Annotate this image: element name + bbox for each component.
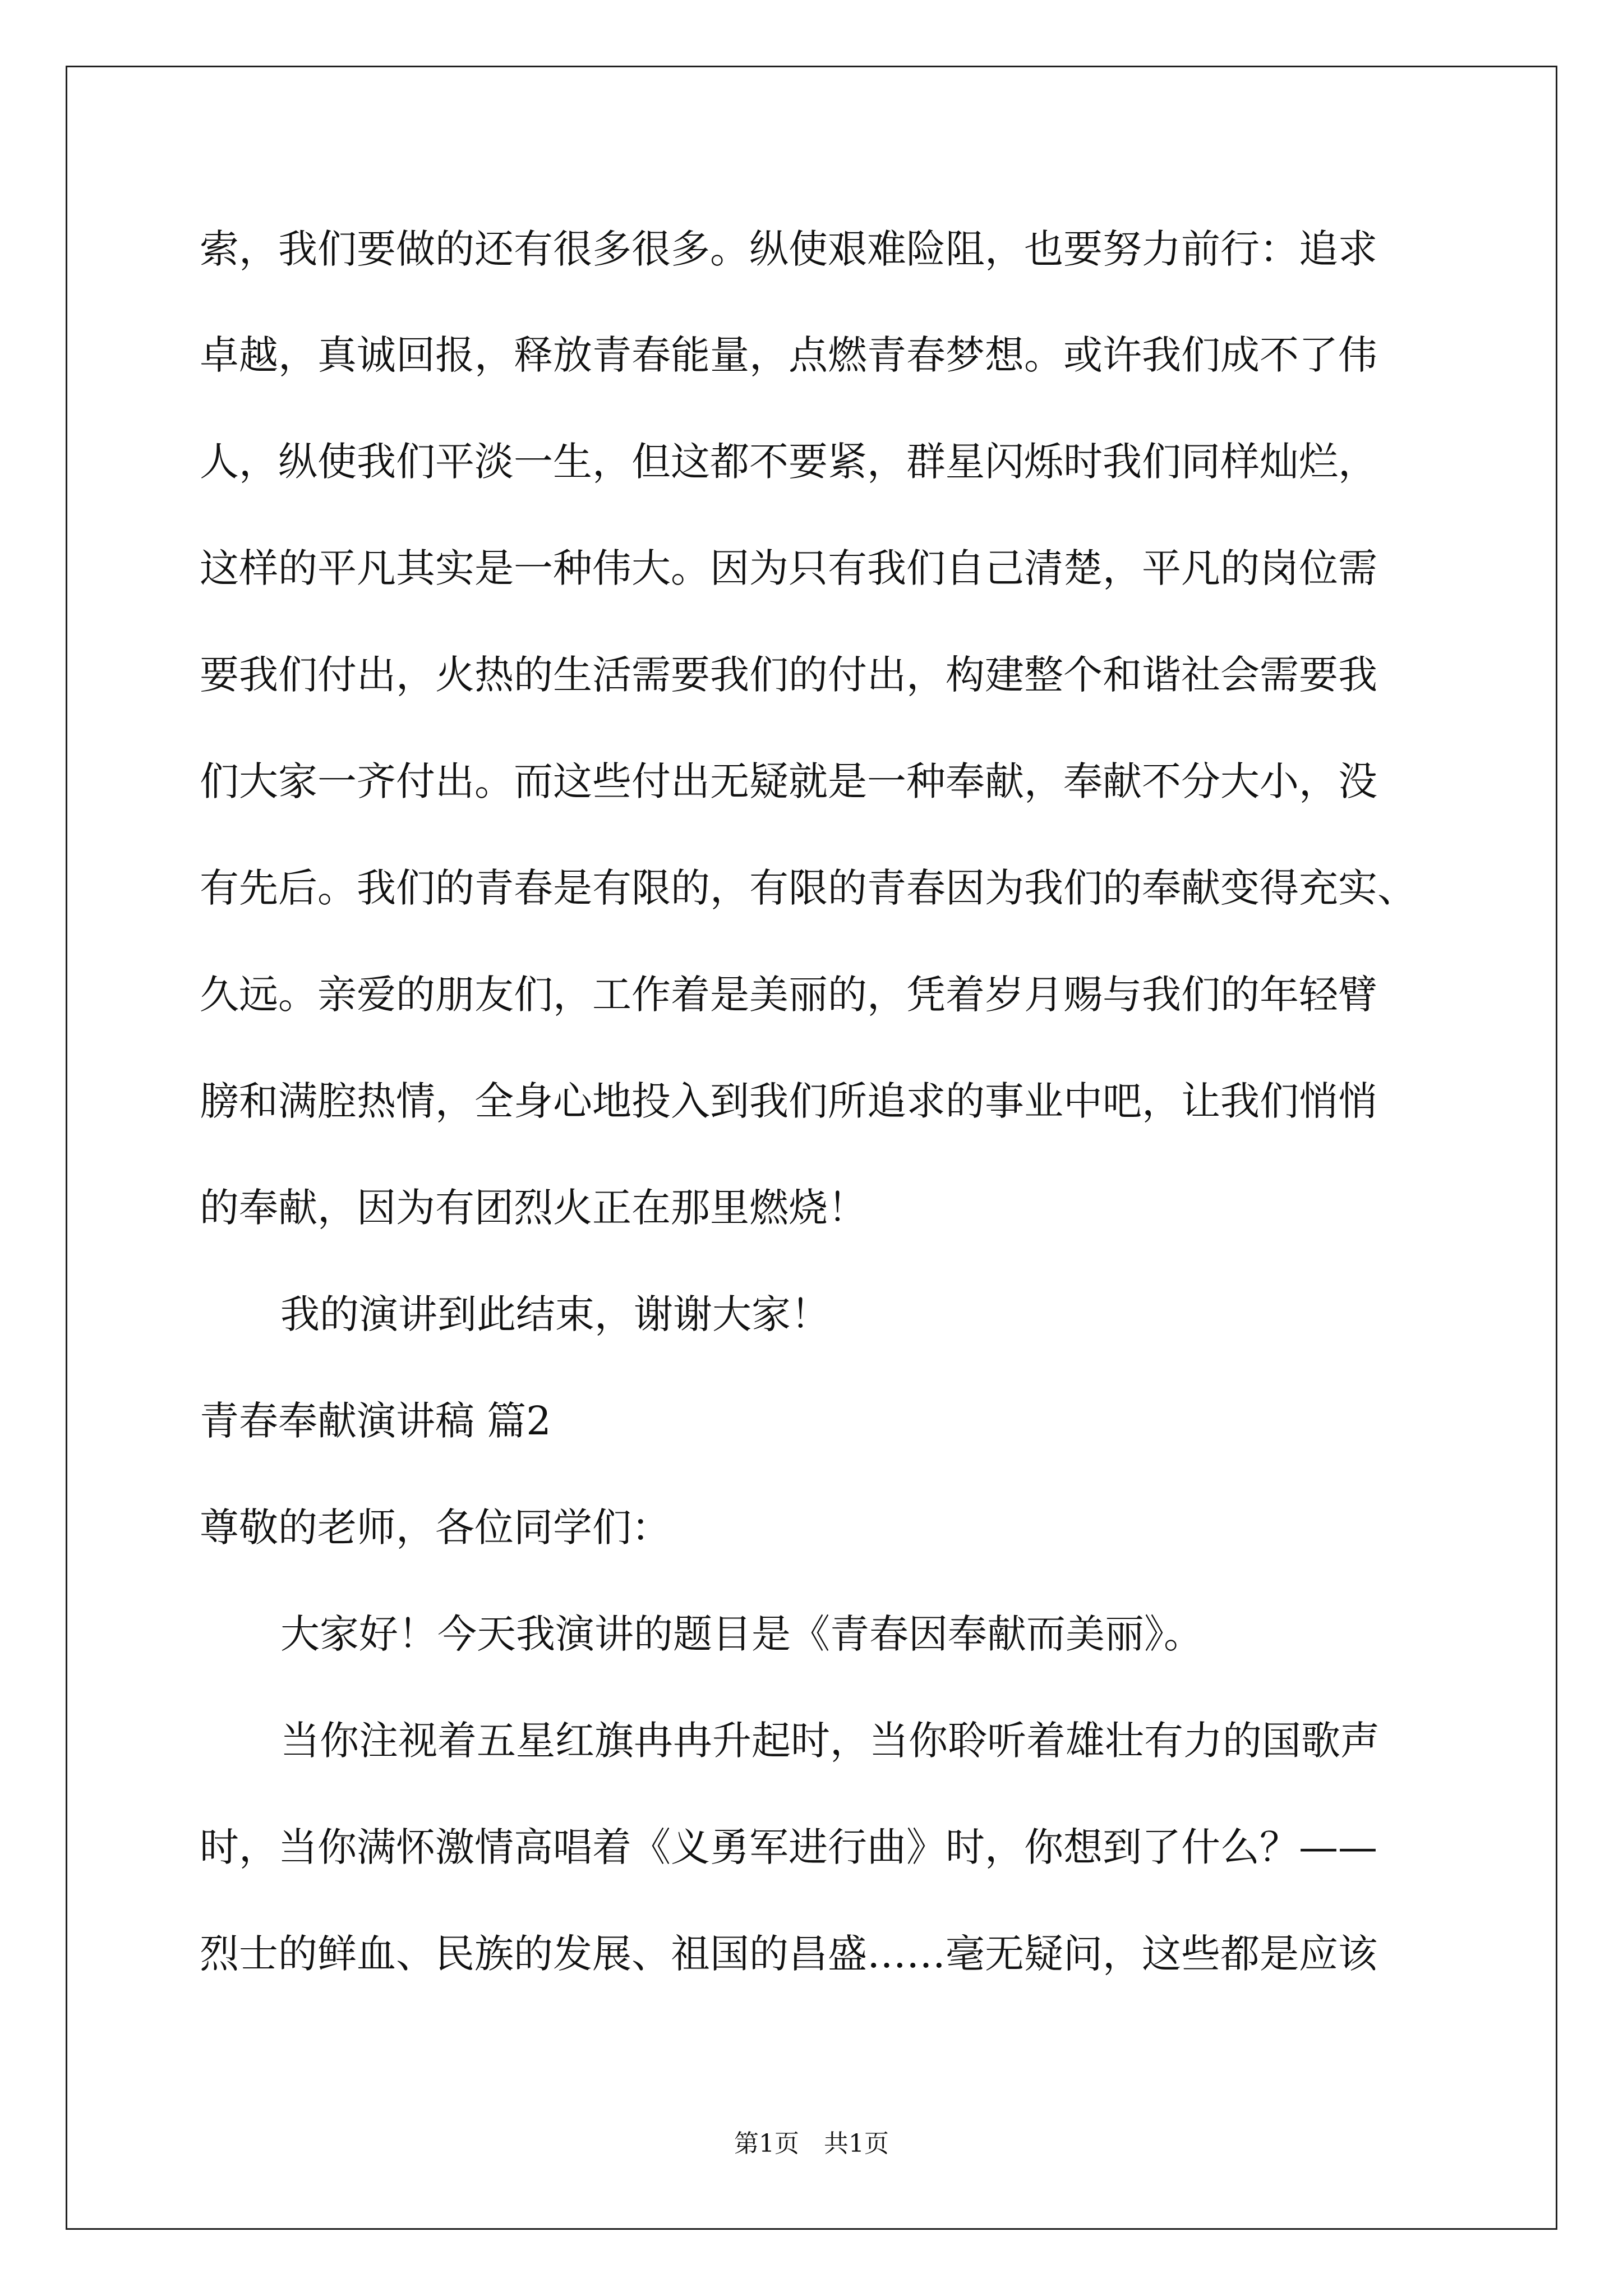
- paragraph-line: 久远。亲爱的朋友们，工作着是美丽的，凭着岁月赐与我们的年轻臂: [200, 972, 1377, 1018]
- paragraph-line: 有先后。我们的青春是有限的，有限的青春因为我们的奉献变得充实、: [200, 865, 1417, 911]
- paragraph-line: 索，我们要做的还有很多很多。纵使艰难险阻，也要努力前行：追求: [200, 226, 1377, 272]
- paragraph-line: 大家好！今天我演讲的题目是《青春因奉献而美丽》。: [280, 1611, 1203, 1657]
- paragraph-line: 烈士的鲜血、民族的发展、祖国的昌盛……毫无疑问，这些都是应该: [200, 1931, 1377, 1977]
- paragraph-line: 当你注视着五星红旗冉冉升起时，当你聆听着雄壮有力的国歌声: [280, 1718, 1380, 1764]
- paragraph-line: 膀和满腔热情，全身心地投入到我们所追求的事业中吧，让我们悄悄: [200, 1078, 1377, 1124]
- paragraph-line: 要我们付出，火热的生活需要我们的付出，构建整个和谐社会需要我: [200, 652, 1377, 698]
- paragraph-line: 人，纵使我们平淡一生，但这都不要紧，群星闪烁时我们同样灿烂，: [200, 439, 1377, 485]
- paragraph-line: 们大家一齐付出。而这些付出无疑就是一种奉献，奉献不分大小，没: [200, 758, 1377, 804]
- closing-line: 我的演讲到此结束，谢谢大家！: [280, 1291, 830, 1337]
- page-footer: 第1页 共1页: [734, 2129, 889, 2158]
- paragraph-line: 这样的平凡其实是一种伟大。因为只有我们自己清楚，平凡的岗位需: [200, 545, 1377, 591]
- salutation: 尊敬的老师，各位同学们：: [200, 1504, 671, 1550]
- paragraph-line: 的奉献，因为有团烈火正在那里燃烧！: [200, 1185, 867, 1231]
- paragraph-line: 时，当你满怀激情高唱着《义勇军进行曲》时，你想到了什么？——: [200, 1824, 1377, 1870]
- paragraph-line: 卓越，真诚回报，释放青春能量，点燃青春梦想。或许我们成不了伟: [200, 332, 1377, 378]
- page-border: [66, 66, 1557, 2230]
- section-heading: 青春奉献演讲稿 篇2: [200, 1398, 551, 1444]
